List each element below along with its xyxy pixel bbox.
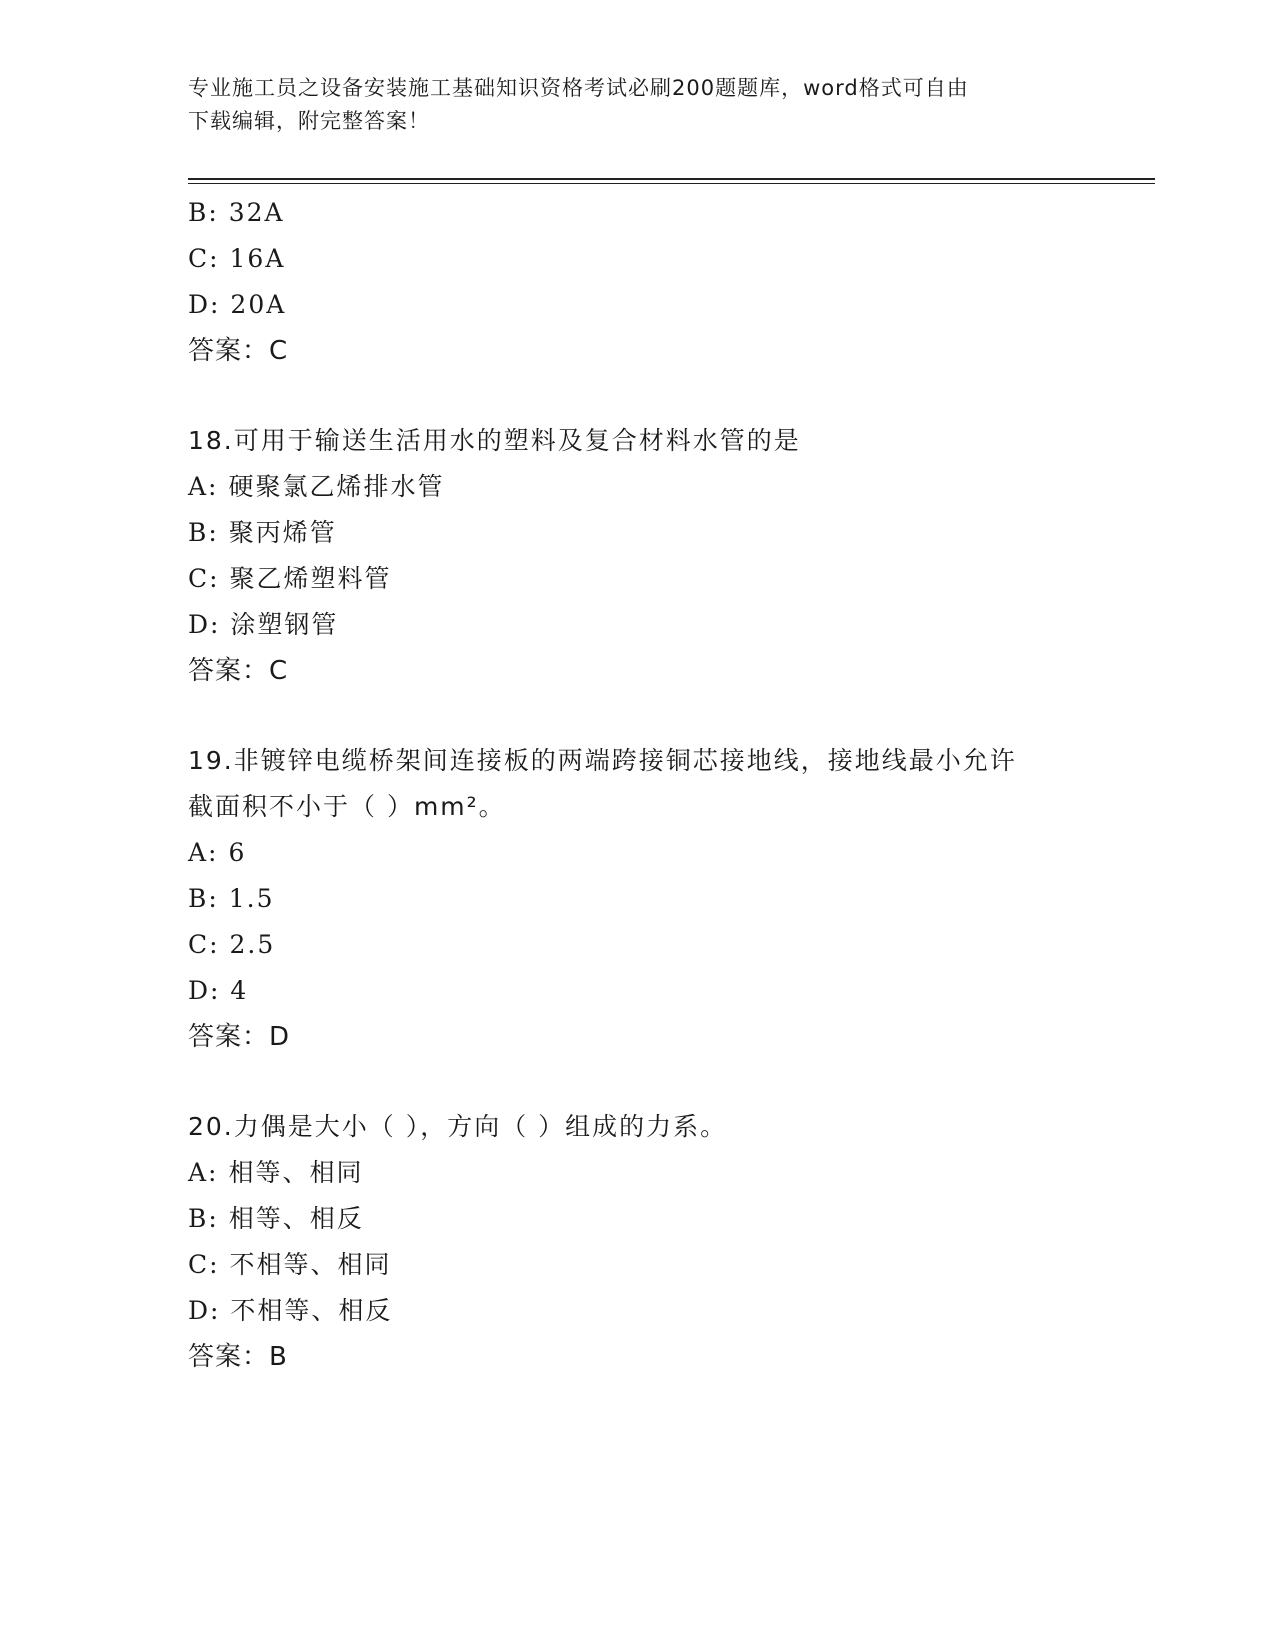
option-key: C: [188, 244, 220, 273]
question-content [188, 190, 1088, 1380]
option-text: 4 [230, 976, 249, 1005]
option-b [188, 190, 1088, 236]
option-b [188, 510, 1088, 556]
option-key: D: [188, 610, 221, 639]
document-header [188, 72, 1088, 138]
option-key: B: [188, 198, 219, 227]
option-key: B: [188, 1204, 219, 1233]
option-c [188, 236, 1088, 282]
answer-line: 答案：C [188, 336, 289, 366]
option-key: D: [188, 290, 221, 319]
option-a [188, 830, 1088, 876]
option-text: 聚丙烯管 [228, 518, 337, 547]
option-d [188, 1288, 1088, 1334]
option-key: D: [188, 976, 221, 1005]
answer-line: 答案：C [188, 656, 289, 686]
option-d [188, 968, 1088, 1014]
option-key: C: [188, 564, 220, 593]
option-text: 16A [229, 244, 286, 273]
option-key: A: [188, 472, 219, 501]
option-text: 聚乙烯塑料管 [229, 564, 392, 593]
question-text: 20.力偶是大小（ ），方向（ ）组成的力系。 [188, 1112, 728, 1141]
option-b [188, 876, 1088, 922]
option-text: 1.5 [228, 884, 275, 913]
question-text: 18.可用于输送生活用水的塑料及复合材料水管的是 [188, 426, 801, 455]
option-key: D: [188, 1296, 221, 1325]
question-19 [188, 738, 1088, 1060]
header-title-line-1: 专业施工员之设备安装施工基础知识资格考试必刷200题题库，word格式可自由 [188, 76, 969, 100]
option-key: A: [188, 1158, 219, 1187]
question-20 [188, 1104, 1088, 1380]
option-d [188, 602, 1088, 648]
header-title-line-2: 下载编辑，附完整答案！ [188, 109, 430, 133]
option-key: C: [188, 930, 220, 959]
option-text: 硬聚氯乙烯排水管 [228, 472, 445, 501]
option-key: C: [188, 1250, 220, 1279]
option-a [188, 464, 1088, 510]
option-c [188, 556, 1088, 602]
option-text: 20A [230, 290, 287, 319]
option-text: 涂塑钢管 [230, 610, 339, 639]
option-text: 不相等、相反 [230, 1296, 393, 1325]
question-18 [188, 418, 1088, 694]
option-text: 6 [228, 838, 247, 867]
option-key: B: [188, 884, 219, 913]
question-text-line-1: 19.非镀锌电缆桥架间连接板的两端跨接铜芯接地线，接地线最小允许 [188, 746, 1017, 775]
answer-line: 答案：D [188, 1022, 291, 1052]
option-text: 2.5 [229, 930, 276, 959]
answer-line: 答案：B [188, 1342, 288, 1372]
question-text-line-2: 截面积不小于（ ）mm²。 [188, 792, 506, 821]
option-key: B: [188, 518, 219, 547]
header-divider-thick [188, 178, 1155, 180]
header-divider-thin [188, 183, 1155, 184]
option-a [188, 1150, 1088, 1196]
option-text: 32A [228, 198, 285, 227]
option-text: 相等、相反 [228, 1204, 364, 1233]
option-d [188, 282, 1088, 328]
option-c [188, 1242, 1088, 1288]
option-b [188, 1196, 1088, 1242]
question-17 [188, 190, 1088, 374]
option-text: 相等、相同 [228, 1158, 364, 1187]
option-text: 不相等、相同 [229, 1250, 392, 1279]
option-key: A: [188, 838, 219, 867]
option-c [188, 922, 1088, 968]
